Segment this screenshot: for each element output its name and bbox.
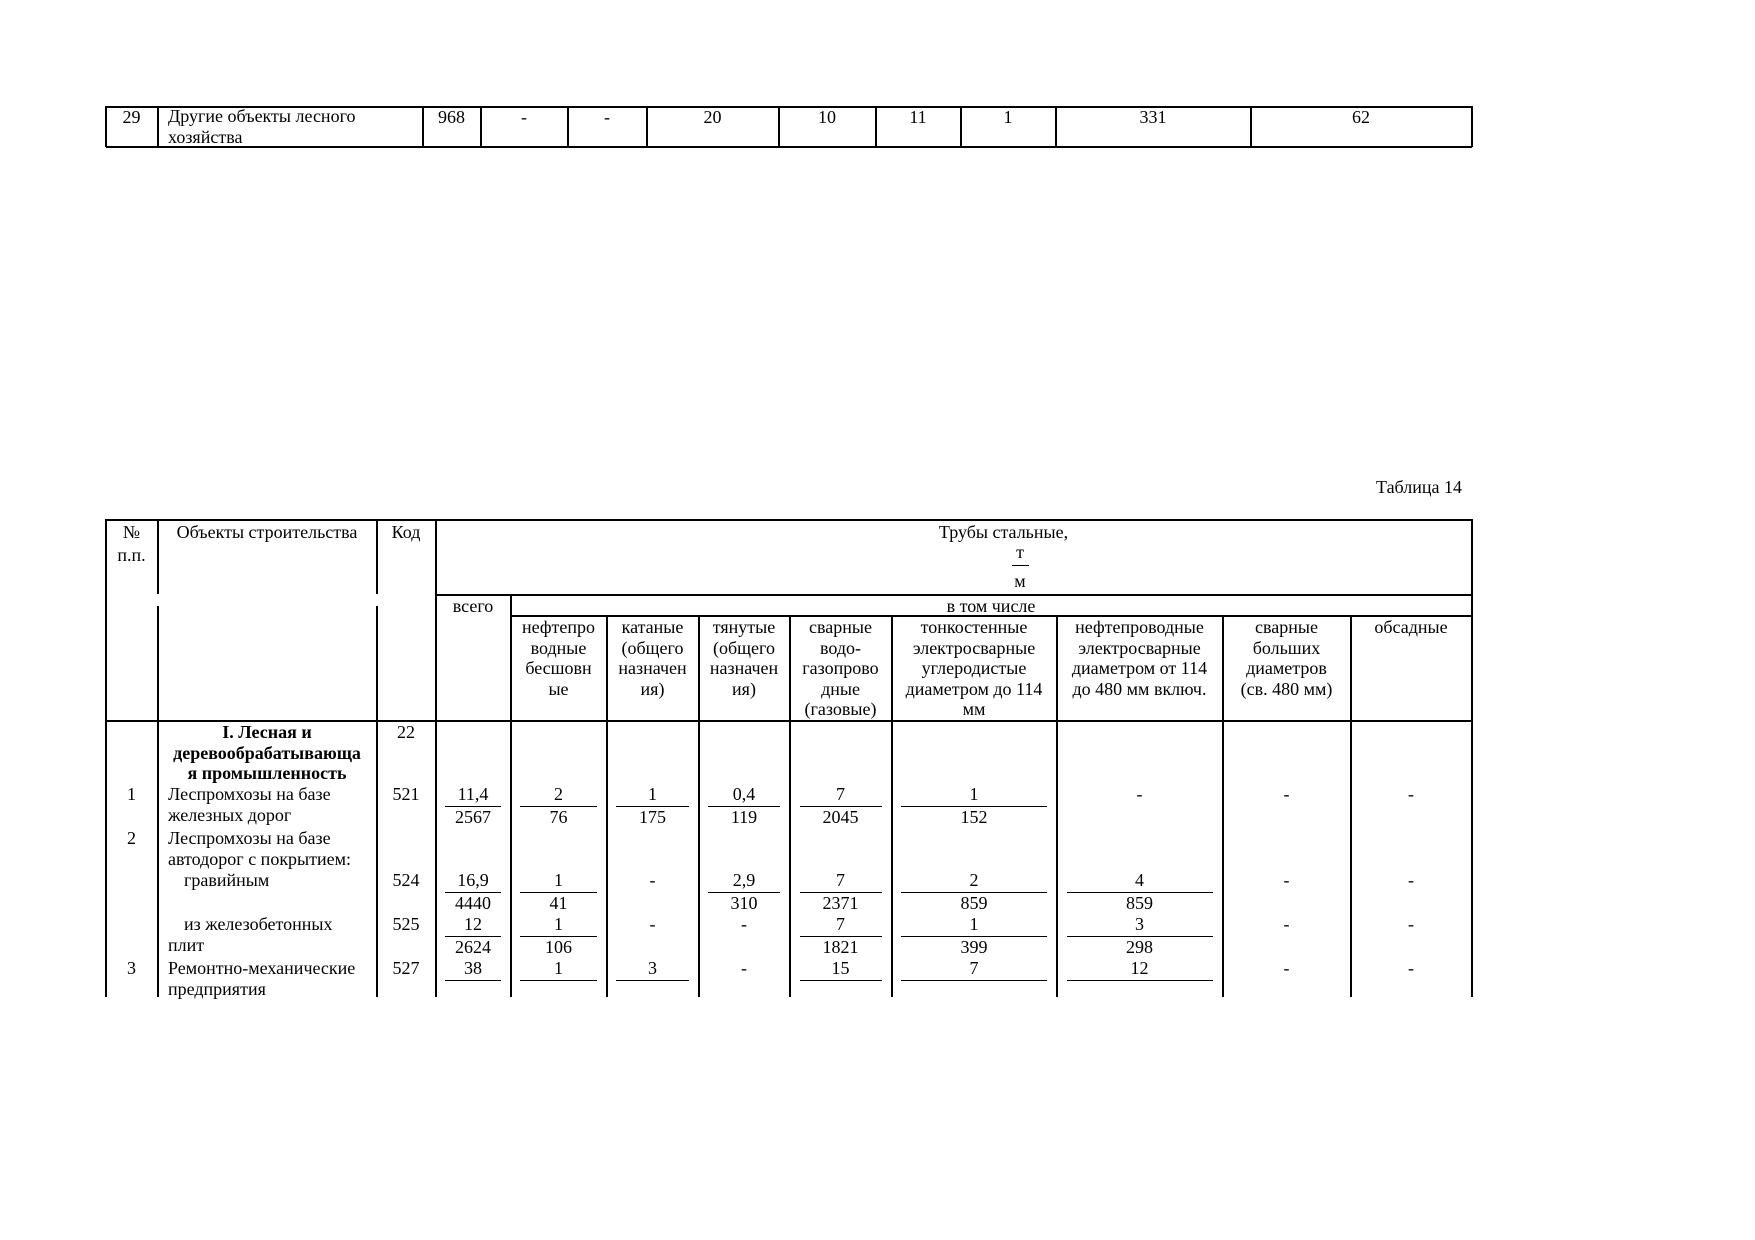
col-header-rolled: катаные (общего назначен ия) <box>618 617 687 699</box>
row-2a-total-b: 4440 <box>455 893 491 913</box>
row-1-num: 1 <box>127 784 136 804</box>
row-3-c1-t: 1 <box>554 958 563 978</box>
row-2b-c2-t: - <box>649 914 656 934</box>
row-29-name: Другие объекты лесного хозяйства <box>168 106 356 147</box>
row-3-c5-t: 7 <box>969 958 979 978</box>
row-29-c6: 1 <box>1003 107 1013 127</box>
col-header-thin-wall: тонкостенные электросварные углеродистые диаметром до 114 мм <box>905 617 1043 719</box>
row-3-num: 3 <box>127 958 136 978</box>
row-3-bar <box>520 980 597 981</box>
row-3-bar <box>445 980 501 981</box>
row-29-c7: 331 <box>1139 107 1167 127</box>
row-2b-c6-t: 3 <box>1135 914 1144 934</box>
row-1-total-b: 2567 <box>455 807 491 827</box>
col-header-large-diameter: сварные больших диаметров (св. 480 мм) <box>1240 617 1333 699</box>
unit-denominator: м <box>1014 571 1026 591</box>
row-3-bar <box>616 980 689 981</box>
row-2b-total-t: 12 <box>464 914 482 934</box>
row-2a-c8-t: - <box>1408 870 1414 890</box>
row-2b-name: из железобетонных плит <box>168 914 333 955</box>
row-3-c6-t: 12 <box>1130 958 1149 978</box>
row-1-c2-t: 1 <box>648 784 657 804</box>
row-29-c3: 20 <box>703 107 722 127</box>
row-1-c4-b: 2045 <box>822 807 859 827</box>
row-1-c6-t: - <box>1136 784 1143 804</box>
row-3-name: Ремонтно-механические предприятия <box>168 958 356 999</box>
row-1-c5-b: 152 <box>960 807 988 827</box>
row-2b-c4-b: 1821 <box>822 937 859 957</box>
row-2b-total-b: 2624 <box>455 937 491 957</box>
row-2a-c3-b: 310 <box>730 893 758 913</box>
row-2a-c2-t: - <box>649 870 656 890</box>
col-header-seamless: нефтепро водные бесшовн ые <box>522 617 595 699</box>
header-total: всего <box>452 596 494 616</box>
unit-fraction-bar <box>1012 565 1029 566</box>
table-caption: Таблица 14 <box>1376 477 1462 497</box>
row-2a-c1-b: 41 <box>549 893 568 913</box>
row-29-num: 29 <box>122 107 141 127</box>
row-2b-c6-b: 298 <box>1126 937 1153 957</box>
row-1-c7-t: - <box>1283 784 1290 804</box>
row-3-c4-t: 15 <box>831 958 850 978</box>
row-2a-c7-t: - <box>1283 870 1290 890</box>
unit-numerator: т <box>1016 542 1024 562</box>
row-1-c8-t: - <box>1408 784 1414 804</box>
row-2a-c6-b: 859 <box>1126 893 1153 913</box>
header-num: № п.п. <box>117 522 146 565</box>
col-header-welded-gas: сварные водо- газопрово дные (газовые) <box>802 617 879 719</box>
row-29-c4: 10 <box>818 107 836 127</box>
row-3-bar <box>901 980 1047 981</box>
col-header-oil-welded: нефтепроводные электросварные диаметром от 114 до 480 мм включ. <box>1071 617 1208 699</box>
col-header-drawn: тянутые (общего назначен ия) <box>709 617 779 699</box>
row-2b-c8-t: - <box>1408 914 1414 934</box>
row-3-bar <box>1067 980 1213 981</box>
row-2b-code: 525 <box>392 914 420 934</box>
section-code: 22 <box>397 722 415 742</box>
row-3-c7-t: - <box>1283 958 1290 978</box>
row-2b-c5-b: 399 <box>960 937 988 957</box>
header-code: Код <box>391 522 421 542</box>
row-2a-c3-t: 2,9 <box>732 870 756 890</box>
row-2b-c7-t: - <box>1283 914 1290 934</box>
row-3-code: 527 <box>392 958 420 978</box>
row-2b-c1-t: 1 <box>554 914 563 934</box>
row-1-c3-b: 119 <box>730 807 758 827</box>
row-3-bar <box>800 980 882 981</box>
row-2a-code: 524 <box>392 870 420 890</box>
row-2a-name: гравийным <box>184 870 270 890</box>
row-1-c1-b: 76 <box>549 807 568 827</box>
row-2a-c5-t: 2 <box>969 870 979 890</box>
row-29-c8: 62 <box>1352 107 1370 127</box>
row-2a-c5-b: 859 <box>960 893 988 913</box>
row-1-c5-t: 1 <box>969 784 979 804</box>
row-2a-c4-b: 2371 <box>822 893 859 913</box>
row-2a-c6-t: 4 <box>1135 870 1144 890</box>
row-2a-total-t: 16,9 <box>457 870 489 890</box>
row-3-c2-t: 3 <box>648 958 657 978</box>
header-objects: Объекты строительства <box>176 522 358 542</box>
row-2a-c1-t: 1 <box>554 870 563 890</box>
row-1-c1-t: 2 <box>554 784 563 804</box>
row-29-c5: 11 <box>909 107 927 127</box>
section-title: I. Лесная и деревообрабатывающа я промышленность <box>173 722 361 783</box>
row-2b-c4-t: 7 <box>836 914 845 934</box>
row-1-code: 521 <box>392 784 420 804</box>
row-3-total-t: 38 <box>464 958 482 978</box>
row-2-num: 2 <box>127 828 136 848</box>
row-1-c4-t: 7 <box>836 784 845 804</box>
row-2-name: Леспромхозы на базе автодорог с покрытием: <box>168 828 352 869</box>
row-1-c3-t: 0,4 <box>732 784 756 804</box>
row-1-total-t: 11,4 <box>457 784 489 804</box>
row-1-name: Леспромхозы на базе железных дорог <box>168 784 331 825</box>
col-header-casing: обсадные <box>1374 617 1448 637</box>
row-3-c3-t: - <box>741 958 747 978</box>
row-1-c2-b: 175 <box>639 807 666 827</box>
row-2b-c3-t: - <box>741 914 747 934</box>
row-29-c1: - <box>521 107 527 127</box>
row-2a-c4-t: 7 <box>836 870 845 890</box>
row-29-c2: - <box>604 107 610 127</box>
row-2b-c5-t: 1 <box>969 914 979 934</box>
row-2b-c1-b: 106 <box>545 937 572 957</box>
row-29-code: 968 <box>438 107 465 127</box>
header-including: в том числе <box>946 596 1036 616</box>
row-3-c8-t: - <box>1408 958 1414 978</box>
header-title: Трубы стальные, <box>938 522 1069 542</box>
